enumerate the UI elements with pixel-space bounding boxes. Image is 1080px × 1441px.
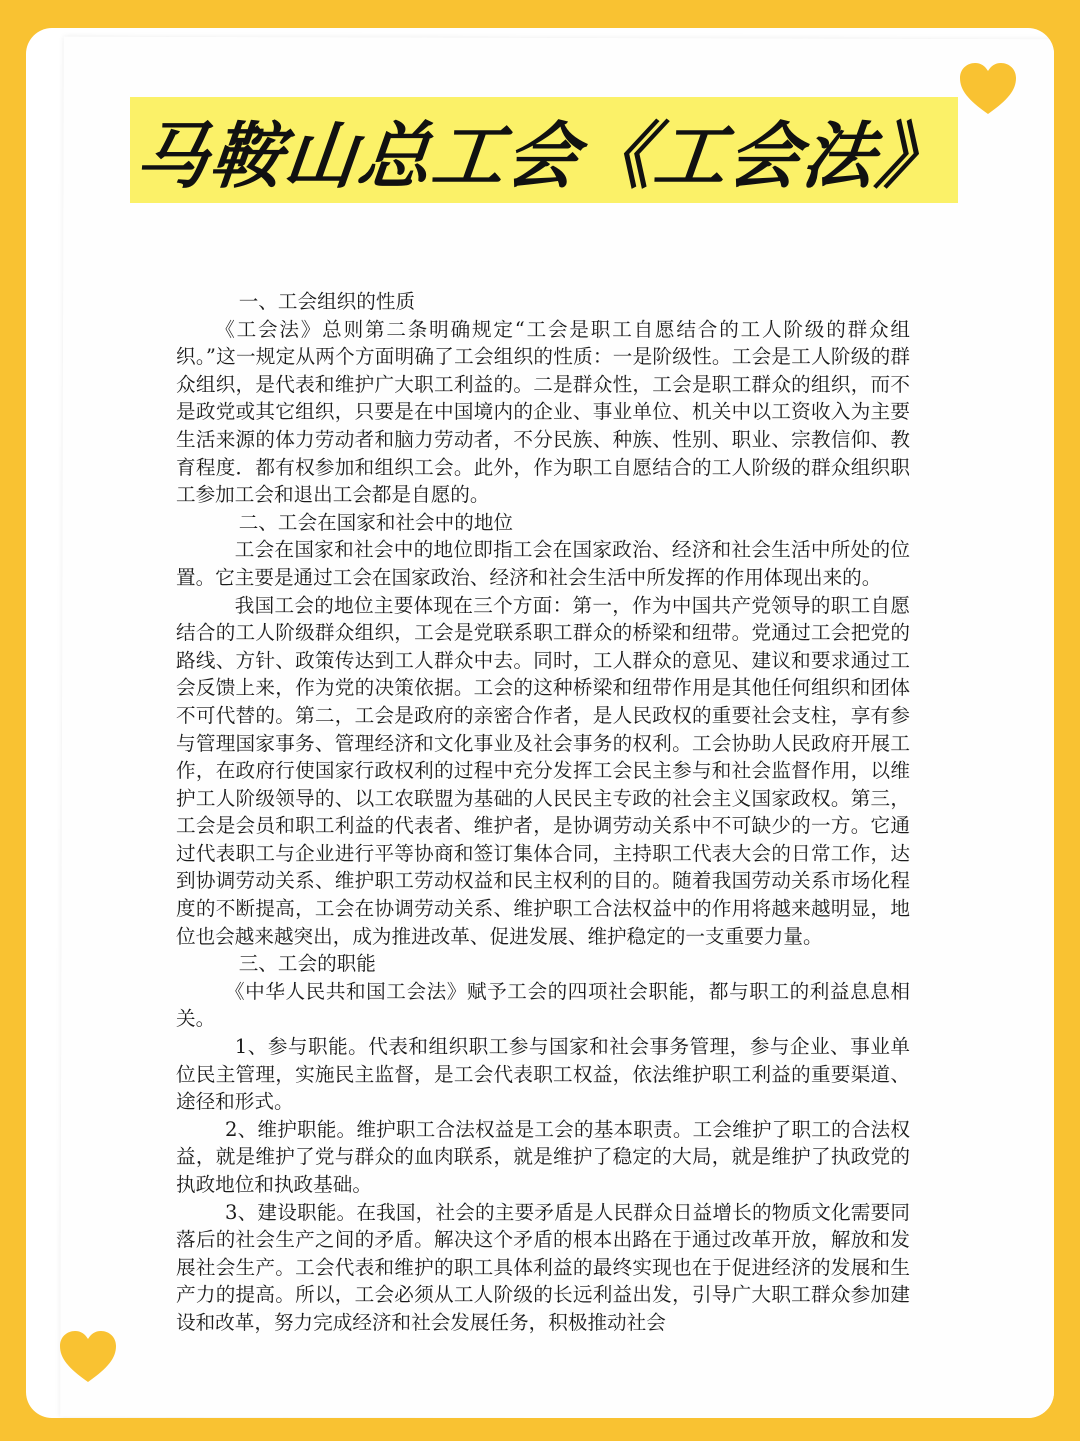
heart-icon [958, 62, 1018, 116]
title-banner [130, 97, 958, 203]
paragraph-function-1: 1、参与职能。代表和组织职工参与国家和社会事务管理，参与企业、事业单位民主管理，实施民主监督，是工会代表职工权益，依法维护职工利益的重要渠道、途径和形式。 [176, 1035, 910, 1114]
section-heading-nature: 一、工会组织的性质 [238, 290, 416, 313]
heart-icon [58, 1330, 118, 1384]
paragraph-nature: 《工会法》总则第二条明确规定“工会是职工自愿结合的工人阶级的群众组织。”这一规定从两个方面明确了工会组织的性质：一是阶级性。工会是工人阶级的群众组织，是代表和维护广大职工利益的。二是群众性，工会是职工群众的组织，而不是政党或其它组织，只要是在中国境内的企业、事业单位、机关中以工资收入为主要生活来源的体力劳动者和脑力劳动者，不分民族、种族、性别、职业、宗教信仰、教育程度．都有权参加和组织工会。此外，作为职工自愿结合的工人阶级的群众组织职工参加工会和退出工会都是自愿的。 [176, 317, 910, 507]
page-title: 马鞍山总工会《工会法》 [131, 114, 955, 198]
paragraph-status-1: 工会在国家和社会中的地位即指工会在国家政治、经济和社会生活中所处的位置。它主要是通过工会在国家政治、经济和社会生活中所发挥的作用体现出来的。 [176, 538, 910, 589]
paragraph-function-2: 2、维护职能。维护职工合法权益是工会的基本职责。工会维护了职工的合法权益，就是维护了党与群众的血肉联系，就是维护了稳定的大局，就是维护了执政党的执政地位和执政基础。 [176, 1117, 910, 1196]
paragraph-functions-intro: 《中华人民共和国工会法》赋予工会的四项社会职能，都与职工的利益息息相关。 [176, 979, 910, 1031]
paragraph-function-3: 3、建设职能。在我国，社会的主要矛盾是人民群众日益增长的物质文化需要同落后的社会生产之间的矛盾。解决这个矛盾的根本出路在于通过改革开放，解放和发展社会生产。工会代表和维护的职工具体利益的最终实现也在于促进经济的发展和生产力的提高。所以，工会必须从工人阶级的长远利益出发，引导广大职工群众参加建设和改革，努力完成经济和社会发展任务，积极推动社会 [176, 1200, 910, 1334]
paragraph-status-2: 我国工会的地位主要体现在三个方面：第一，作为中国共产党领导的职工自愿结合的工人阶级群众组织，工会是党联系职工群众的桥梁和纽带。党通过工会把党的路线、方针、政策传达到工人群众中去。同时，工人群众的意见、建议和要求通过工会反馈上来，作为党的决策依据。工会的这种桥梁和纽带作用是其他任何组织和团体不可代替的。第二，工会是政府的亲密合作者，是人民政权的重要社会支柱，享有参与管理国家事务、管理经济和文化事业及社会事务的权利。工会协助人民政府开展工作，在政府行使国家行政权利的过程中充分发挥工会民主参与和社会监督作用，以维护工人阶级领导的、以工农联盟为基础的人民民主专政的社会主义国家政权。第三，工会是会员和职工利益的代表者、维护者，是协调劳动关系中不可缺少的一方。它通过代表职工与企业进行平等协商和签订集体合同，主持职工代表大会的日常工作，达到协调劳动关系、维护职工劳动权益和民主权利的目的。随着我国劳动关系市场化程度的不断提高，工会在协调劳动关系、维护职工合法权益中的作用将越来越明显，地位也会越来越突出，成为推进改革、促进发展、维护稳定的一支重要力量。 [176, 593, 910, 948]
section-heading-functions: 三、工会的职能 [238, 952, 376, 976]
section-heading-status: 二、工会在国家和社会中的地位 [238, 510, 514, 534]
document-body [176, 288, 910, 1337]
